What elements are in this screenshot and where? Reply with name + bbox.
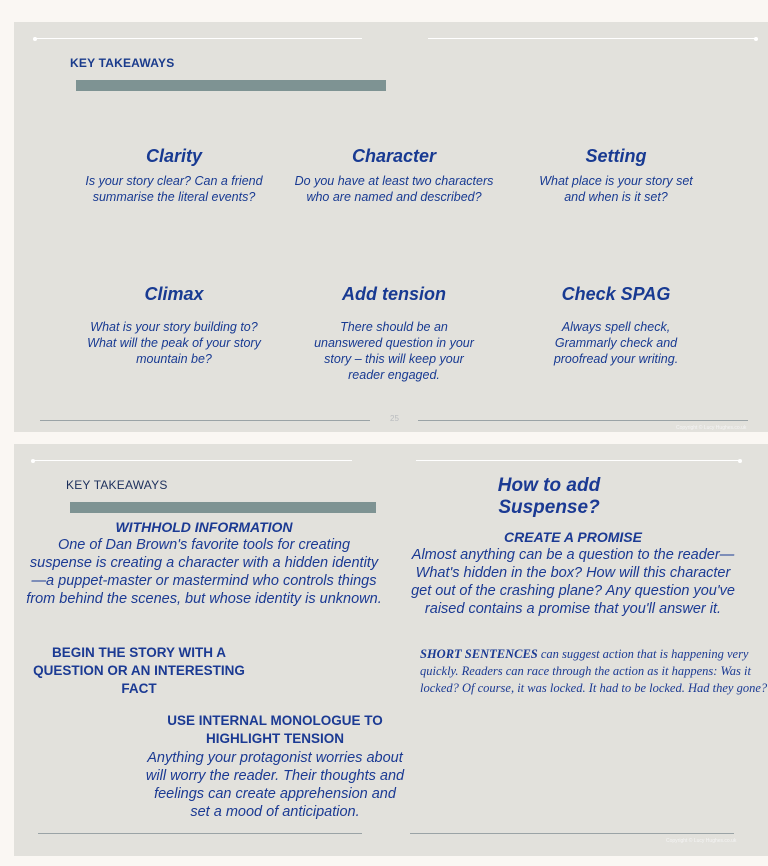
bottom-line-right	[410, 833, 734, 834]
takeaway-body: There should be an unanswered question in your story – this will keep your reader engaged.	[314, 320, 474, 382]
slide-key-takeaways-1	[14, 22, 768, 432]
withhold-title: WITHHOLD INFORMATION	[115, 519, 293, 535]
top-line-left	[34, 38, 362, 39]
top-line-right	[428, 38, 756, 39]
takeaway-climax	[74, 284, 274, 367]
how-to-add-suspense-title: How to add Suspense?	[497, 475, 601, 518]
line-dot-right	[754, 37, 758, 41]
line-dot-right	[738, 459, 742, 463]
heading-underline-bar	[76, 80, 386, 91]
promise-title: CREATE A PROMISE	[504, 529, 642, 545]
takeaway-title: Check SPAG	[561, 284, 671, 304]
monologue-section	[144, 712, 406, 821]
promise-section	[408, 529, 738, 618]
heading-underline-bar	[70, 502, 376, 513]
takeaway-character	[294, 146, 494, 205]
withhold-body: One of Dan Brown's favorite tools for creating suspense is creating a character with a hidden identity—a puppet-master or mastermind who controls things from behind the scenes, but whose identity is unknown.	[26, 537, 382, 607]
takeaway-title: Setting	[585, 146, 647, 166]
takeaway-title: Character	[351, 146, 437, 166]
short-sentences-body: can suggest action that is happening very quickly. Readers can race through the action as it happens: Was it locked? Of course, it was locked. It had to be locked. Had they gone?	[420, 647, 768, 695]
takeaway-body: What is your story building to? What will the peak of your story mountain be?	[87, 320, 261, 366]
takeaway-title: Climax	[144, 284, 204, 304]
short-sentences-paragraph	[420, 646, 768, 697]
takeaway-title: Clarity	[145, 146, 203, 166]
key-takeaways-heading: KEY TAKEAWAYS	[70, 56, 175, 70]
top-line-right	[416, 460, 740, 461]
slide-key-takeaways-2	[14, 444, 768, 856]
top-line-left	[32, 460, 352, 461]
takeaway-clarity	[74, 146, 274, 205]
monologue-title: USE INTERNAL MONOLOGUE TO HIGHLIGHT TENSION	[167, 713, 383, 746]
bottom-line-left	[38, 833, 362, 834]
takeaway-add-tension	[294, 284, 494, 383]
promise-body: Almost anything can be a question to the reader— What's hidden in the box? How will this character get out of the crashing plane? Any question you've raised contains a promise that you'll answer it.	[411, 547, 735, 617]
monologue-body: Anything your protagonist worries about will worry the reader. Their thoughts and feelings can create apprehension and set a mood of anticipation.	[145, 750, 405, 820]
withhold-section	[18, 519, 390, 608]
key-takeaways-heading: KEY TAKEAWAYS	[66, 478, 168, 492]
takeaway-body: Do you have at least two characters who are named and described?	[294, 174, 494, 204]
short-sentences-label: SHORT SENTENCES	[420, 647, 538, 661]
begin-story-title: BEGIN THE STORY WITH A QUESTION OR AN INTERESTING FACT	[33, 645, 245, 696]
page-number: 25	[390, 414, 399, 423]
takeaway-setting	[516, 146, 716, 205]
takeaway-body: Is your story clear? Can a friend summarise the literal events?	[85, 174, 263, 204]
bottom-line-right	[418, 420, 748, 421]
takeaway-check-spag	[516, 284, 716, 367]
copyright-text: Copyright © Lucy Hughes.co.uk	[666, 838, 737, 844]
takeaway-body: Always spell check, Grammarly check and proofread your writing.	[553, 320, 679, 366]
takeaway-body: What place is your story set and when is it set?	[539, 174, 693, 204]
copyright-text: Copyright © Lucy Hughes.co.uk	[676, 425, 747, 431]
bottom-line-left	[40, 420, 370, 421]
takeaway-title: Add tension	[342, 284, 446, 304]
